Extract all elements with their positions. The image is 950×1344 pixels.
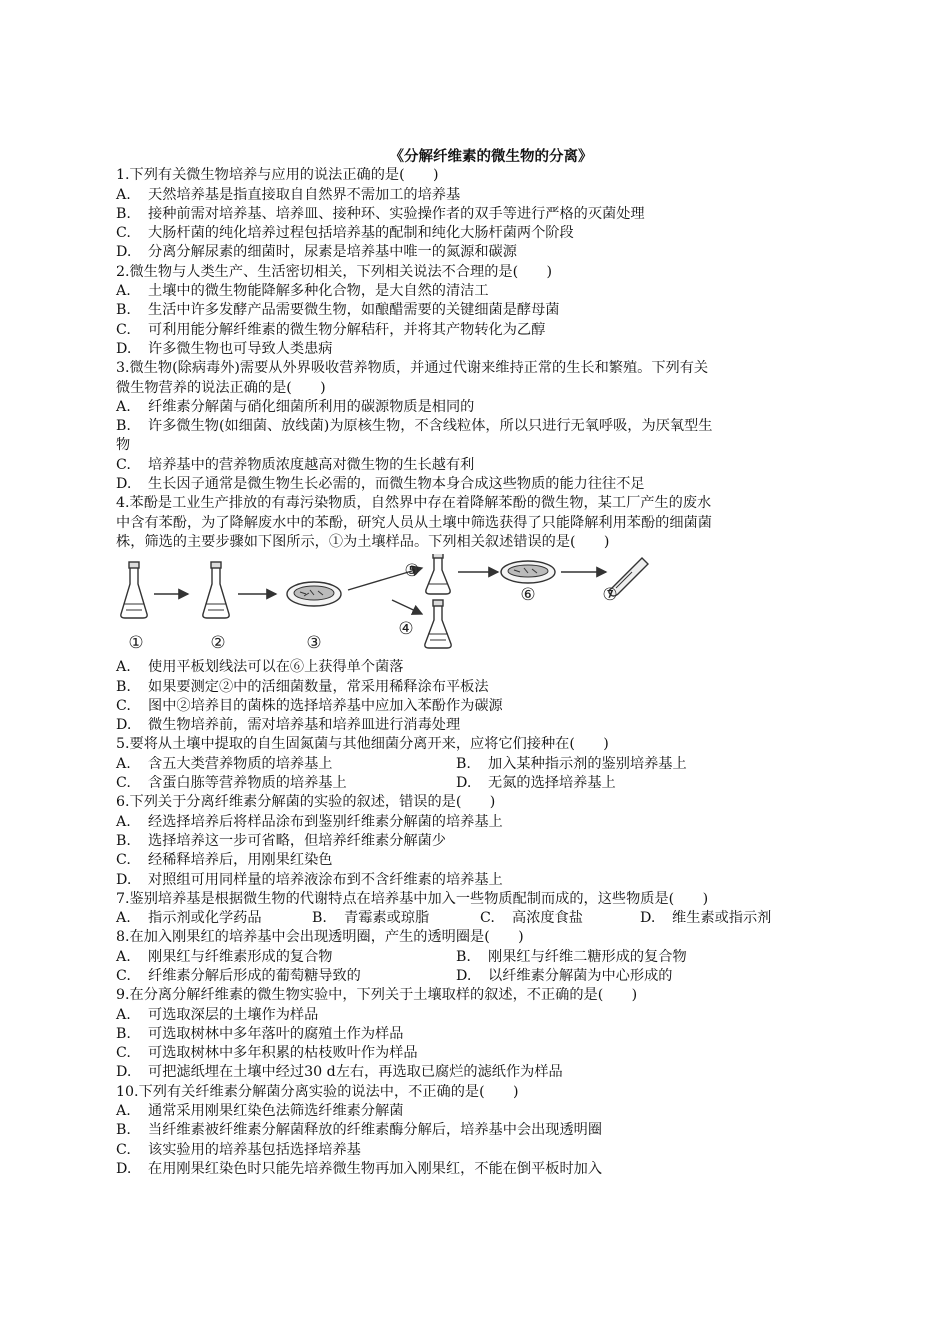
option-b: B. 可选取树林中多年落叶的腐殖土作为样品 (116, 1025, 404, 1042)
option-a: A. 指示剂或化学药品 (116, 910, 262, 927)
option-d: D. 在用刚果红染色时只能先培养微生物再加入刚果红，不能在倒平板时加入 (116, 1160, 603, 1177)
option-c: C. 经稀释培养后，用刚果红染色 (116, 852, 333, 869)
option-c: C. 纤维素分解后形成的葡萄糖导致的 (116, 967, 361, 984)
option-d: D. 可把滤纸埋在土壤中经过30 d左右，再选取已腐烂的滤纸作为样品 (116, 1064, 563, 1081)
figure-label-2: ② (210, 633, 226, 654)
option-c: C. 图中②培养目的菌株的选择培养基中应加入苯酚作为碳源 (116, 697, 503, 714)
figure-label-4: ④ (398, 619, 414, 640)
option-b: B. 生活中许多发酵产品需要微生物，如酿醋需要的关键细菌是酵母菌 (116, 302, 560, 319)
question-stem: 9.在分离分解纤维素的微生物实验中，下列关于土壤取样的叙述，不正确的是( ) (116, 987, 638, 1004)
question-10 (116, 1083, 836, 1179)
option-d: D. 分离分解尿素的细菌时，尿素是培养基中唯一的氮源和碳源 (116, 244, 517, 261)
option-b: B. 选择培养这一步可省略，但培养纤维素分解菌少 (116, 832, 446, 849)
option-row (116, 967, 836, 986)
question-8 (116, 928, 836, 986)
question-stem: 6.下列关于分离纤维素分解菌的实验的叙述，错误的是( ) (116, 794, 496, 811)
question-stem: 4.苯酚是工业生产排放的有毒污染物质，自然界中存在着降解苯酚的微生物，某工厂产生的废水 (116, 495, 712, 512)
question-stem: 3.微生物(除病毒外)需要从外界吸收营养物质，并通过代谢来维持正常的生长和繁殖。下列有关 (116, 360, 709, 377)
option-d: D. 维生素或指示剂 (640, 910, 772, 927)
question-5 (116, 735, 836, 793)
option-c: C. 高浓度食盐 (480, 910, 583, 927)
flask-5-icon (426, 554, 450, 594)
worksheet (116, 147, 836, 1179)
figure-label-7: ⑦ (602, 585, 618, 606)
option-a: A. 经选择培养后将样品涂布到鉴别纤维素分解菌的培养基上 (116, 813, 503, 830)
option-a: A. 刚果红与纤维素形成的复合物 (116, 948, 333, 965)
option-c: C. 该实验用的培养基包括选择培养基 (116, 1141, 361, 1158)
question-7 (116, 890, 836, 929)
option-b: B. 青霉素或琼脂 (312, 910, 430, 927)
option-d: D. 对照组可用同样量的培养液涂布到不含纤维素的培养基上 (116, 871, 503, 888)
option-a: A. 通常采用刚果红染色法筛选纤维素分解菌 (116, 1103, 404, 1120)
option-a: A. 含五大类营养物质的培养基上 (116, 755, 333, 772)
option-c: C. 可选取树林中多年积累的枯枝败叶作为样品 (116, 1045, 418, 1062)
flask-1-icon (121, 562, 147, 618)
question-stem: 2.微生物与人类生产、生活密切相关，下列相关说法不合理的是( ) (116, 263, 553, 280)
option-row (116, 909, 836, 928)
option-b: B. 刚果红与纤维二糖形成的复合物 (456, 948, 687, 965)
question-stem: 1.下列有关微生物培养与应用的说法正确的是( ) (116, 167, 439, 184)
option-b: B. 如果要测定②中的活细菌数量，常采用稀释涂布平板法 (116, 678, 489, 695)
question-4 (116, 494, 836, 735)
figure-label-1: ① (128, 633, 144, 654)
option-d: D. 微生物培养前，需对培养基和培养皿进行消毒处理 (116, 717, 461, 734)
option-d: D. 许多微生物也可导致人类患病 (116, 340, 333, 357)
option-a: A. 纤维素分解菌与硝化细菌所利用的碳源物质是相同的 (116, 398, 475, 415)
option-a: A. 土壤中的微生物能降解多种化合物，是大自然的清洁工 (116, 283, 489, 300)
question-stem: 8.在加入刚果红的培养基中会出现透明圈，产生的透明圈是( ) (116, 929, 524, 946)
option-a: A. 可选取深层的土壤作为样品 (116, 1006, 319, 1023)
option-c: C. 含蛋白胨等营养物质的培养基上 (116, 775, 347, 792)
option-b-cont: 物 (116, 437, 131, 454)
flask-4-icon (425, 600, 451, 648)
question-stem: 7.鉴别培养基是根据微生物的代谢特点在培养基中加入一些物质配制而成的，这些物质是( ) (116, 890, 709, 907)
question-stem: 5.要将从土壤中提取的自生固氮菌与其他细菌分离开来，应将它们接种在( ) (116, 736, 609, 753)
option-b: B. 许多微生物(如细菌、放线菌)为原核生物，不含线粒体，所以只进行无氧呼吸，为厌氧型生 (116, 418, 713, 435)
option-row (116, 755, 836, 774)
experiment-figure (116, 554, 836, 656)
option-c: C. 培养基中的营养物质浓度越高对微生物的生长越有利 (116, 456, 475, 473)
question-2 (116, 263, 836, 359)
figure-label-3: ③ (306, 633, 322, 654)
option-d: D. 以纤维素分解菌为中心形成的 (456, 967, 673, 984)
question-stem-cont: 株，筛选的主要步骤如下图所示，①为土壤样品。下列相关叙述错误的是( ) (116, 533, 610, 550)
option-c: C. 大肠杆菌的纯化培养过程包括培养基的配制和纯化大肠杆菌两个阶段 (116, 225, 574, 242)
option-d: D. 无氮的选择培养基上 (456, 775, 616, 792)
petri-dish-3-icon (287, 582, 341, 606)
question-9 (116, 986, 836, 1082)
flask-2-icon (203, 562, 229, 618)
page-title: 《分解纤维素的微生物的分离》 (389, 148, 593, 165)
question-6 (116, 793, 836, 889)
question-1 (116, 166, 836, 262)
figure-label-5: ⑤ (404, 561, 420, 582)
option-b: B. 当纤维素被纤维素分解菌释放的纤维素酶分解后，培养基中会出现透明圈 (116, 1122, 603, 1139)
option-a: A. 天然培养基是指直接取自自然界不需加工的培养基 (116, 186, 461, 203)
question-stem-cont: 中含有苯酚，为了降解废水中的苯酚，研究人员从土壤中筛选获得了只能降解利用苯酚的细菌菌 (116, 514, 712, 531)
option-b: B. 接种前需对培养基、培养皿、接种环、实验操作者的双手等进行严格的灭菌处理 (116, 205, 645, 222)
figure-label-6: ⑥ (520, 585, 536, 606)
option-d: D. 生长因子通常是微生物生长必需的，而微生物本身合成这些物质的能力往往不足 (116, 476, 645, 493)
question-3 (116, 359, 836, 494)
question-stem-cont: 微生物营养的说法正确的是( ) (116, 379, 326, 396)
option-row (116, 948, 836, 967)
option-row (116, 774, 836, 793)
option-a: A. 使用平板划线法可以在⑥上获得单个菌落 (116, 659, 404, 676)
petri-dish-6-icon (501, 561, 555, 583)
option-b: B. 加入某种指示剂的鉴别培养基上 (456, 755, 687, 772)
question-stem: 10.下列有关纤维素分解菌分离实验的说法中，不正确的是( ) (116, 1083, 519, 1100)
option-c: C. 可利用能分解纤维素的微生物分解秸秆，并将其产物转化为乙醇 (116, 321, 546, 338)
